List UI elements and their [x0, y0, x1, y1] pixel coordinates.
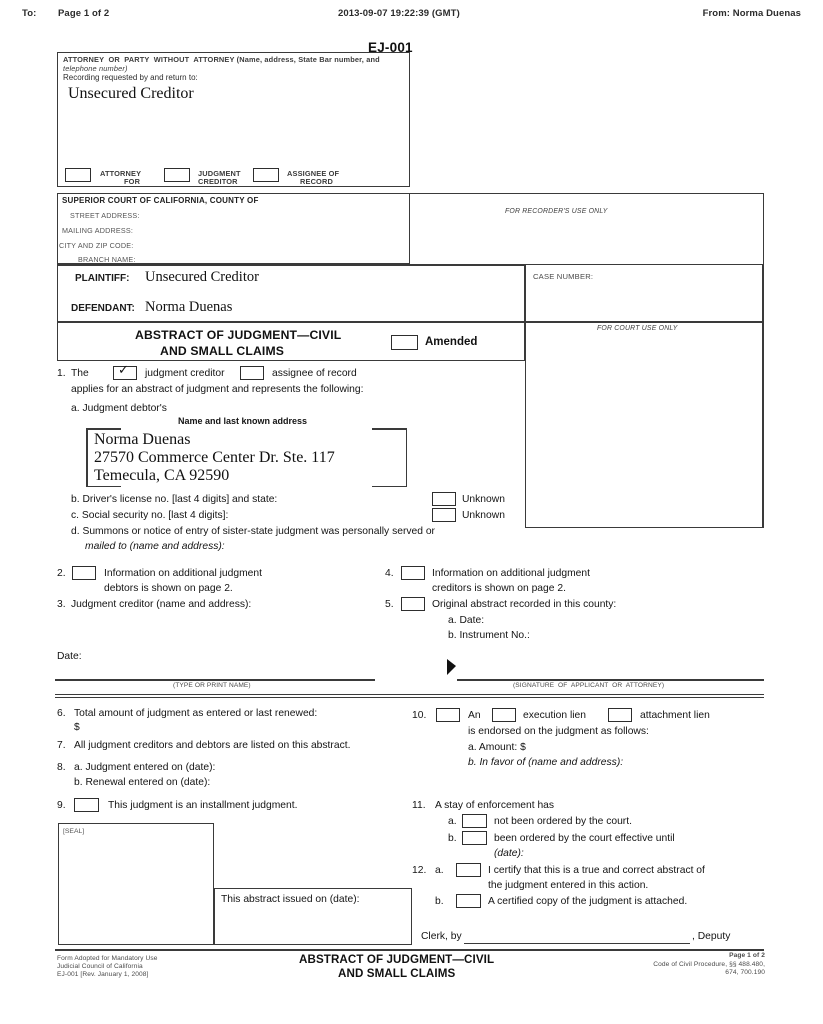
attorney-for-label-line1: ATTORNEY: [100, 169, 142, 178]
item1-sub-c: c. Social security no. [last 4 digits]:: [71, 510, 229, 521]
debtor-bracket-right: [406, 428, 408, 487]
item11-text: A stay of enforcement has: [435, 800, 555, 811]
item10-sub-b: b. In favor of (name and address):: [468, 757, 624, 768]
item11-sub-b-letter: b.: [448, 833, 457, 844]
plaintiff-value[interactable]: Unsecured Creditor: [145, 269, 259, 285]
assignee-of-record-label-line1: ASSIGNEE OF: [287, 169, 340, 178]
item11-sub-b-checkbox[interactable]: [462, 831, 487, 845]
clerk-signature-line: [464, 943, 690, 944]
item1-judgment-creditor-label: judgment creditor: [145, 368, 225, 379]
fax-header: [0, 8, 823, 22]
attorney-caption-line2: telephone number): [63, 63, 128, 73]
item1-sub-b: b. Driver's license no. [last 4 digits] and state:: [71, 494, 278, 505]
debtor-bracket-top-left: [86, 428, 121, 430]
type-print-name-line: [55, 679, 375, 681]
item1-sub-d-line1: d. Summons or notice of entry of sister-state judgment was personally served or: [71, 526, 435, 537]
footer-page-indicator: Page 1 of 2: [729, 952, 765, 959]
item10-execution-lien-checkbox[interactable]: [492, 708, 516, 722]
item12-sub-a-line1: I certify that this is a true and correct abstract of: [488, 865, 705, 876]
item12-sub-b-letter: b.: [435, 896, 444, 907]
item2-checkbox[interactable]: [72, 566, 96, 580]
item6-number: 6.: [57, 708, 66, 719]
signature-caption: (SIGNATURE OF APPLICANT OR ATTORNEY): [513, 682, 665, 689]
item1-number: 1.: [57, 368, 66, 379]
court-field-branch: BRANCH NAME:: [78, 255, 136, 264]
item4-checkbox[interactable]: [401, 566, 425, 580]
title-line1: ABSTRACT OF JUDGMENT—CIVIL: [135, 328, 342, 342]
attorney-name-value[interactable]: Unsecured Creditor: [68, 85, 194, 102]
item10-endorsed-line: is endorsed on the judgment as follows:: [468, 726, 649, 737]
signature-arrow-icon: [447, 659, 456, 675]
item11-sub-b-line2: (date):: [494, 848, 524, 859]
name-address-caption: Name and last known address: [178, 416, 308, 426]
item7-text: All judgment creditors and debtors are listed on this abstract.: [74, 740, 351, 751]
fax-timestamp: 2013-09-07 19:22:39 (GMT): [338, 8, 460, 19]
item7-number: 7.: [57, 740, 66, 751]
assignee-of-record-label-line2: RECORD: [300, 177, 333, 186]
attorney-for-label-line2: FOR: [124, 177, 141, 186]
item10-number: 10.: [412, 710, 427, 721]
footer-left-line1: Form Adopted for Mandatory Use: [57, 955, 158, 962]
item11-sub-a-checkbox[interactable]: [462, 814, 487, 828]
item1-judgment-creditor-checkbox[interactable]: [113, 363, 137, 380]
clerk-by-label: Clerk, by: [421, 931, 462, 942]
item10-attachment-lien-checkbox[interactable]: [608, 708, 632, 722]
debtor-name[interactable]: Norma Duenas: [94, 431, 191, 448]
debtor-bracket-bottom-right: [372, 486, 407, 488]
item1-drivers-license-unknown-label: Unknown: [462, 494, 505, 505]
item8-number: 8.: [57, 762, 66, 773]
defendant-label: DEFENDANT:: [71, 303, 135, 314]
item5-text: Original abstract recorded in this county:: [432, 599, 617, 610]
item1-drivers-license-unknown-checkbox[interactable]: [432, 492, 456, 506]
item12-sub-a-checkbox[interactable]: [456, 863, 481, 877]
footer-center-line1: ABSTRACT OF JUDGMENT—CIVIL: [299, 953, 495, 966]
deputy-label: , Deputy: [692, 931, 731, 942]
plaintiff-label: PLAINTIFF:: [75, 273, 130, 284]
item6-amount-symbol: $: [74, 722, 80, 733]
signature-line: [457, 679, 764, 681]
footer-center-line2: AND SMALL CLAIMS: [338, 967, 456, 980]
item1-the-label: The: [71, 368, 89, 379]
debtor-bracket-top-right: [372, 428, 407, 430]
item8-sub-b: b. Renewal entered on (date):: [74, 777, 211, 788]
item1-sub-d-line2: mailed to (name and address):: [85, 541, 225, 552]
recorder-use-label: FOR RECORDER'S USE ONLY: [505, 208, 608, 215]
checkmark-icon: ✓: [118, 363, 129, 378]
item8-sub-a: a. Judgment entered on (date):: [74, 762, 216, 773]
recording-requested-label: Recording requested by and return to:: [63, 73, 198, 82]
item9-number: 9.: [57, 800, 66, 811]
item10-execution-lien-label: execution lien: [523, 710, 586, 721]
amended-checkbox[interactable]: [391, 335, 418, 350]
court-field-street: STREET ADDRESS:: [70, 211, 140, 220]
footer-left-line2: Judicial Council of California: [57, 963, 143, 970]
item11-sub-a-text: not been ordered by the court.: [494, 816, 632, 827]
court-use-box: [525, 322, 763, 528]
item4-number: 4.: [385, 568, 394, 579]
item3-text: Judgment creditor (name and address):: [71, 599, 252, 610]
item2-line2: debtors is shown on page 2.: [104, 583, 233, 594]
debtor-street[interactable]: 27570 Commerce Center Dr. Ste. 117: [94, 449, 335, 466]
court-field-city-zip: CITY AND ZIP CODE:: [59, 241, 134, 250]
case-number-label: CASE NUMBER:: [533, 272, 594, 281]
item2-line1: Information on additional judgment: [104, 568, 262, 579]
item12-number: 12.: [412, 865, 427, 876]
item1-assignee-checkbox[interactable]: [240, 366, 264, 380]
item11-sub-a-letter: a.: [448, 816, 457, 827]
item11-sub-b-line1: been ordered by the court effective until: [494, 833, 675, 844]
court-use-label: FOR COURT USE ONLY: [597, 325, 678, 332]
footer-left-line3: EJ-001 [Rev. January 1, 2008]: [57, 971, 149, 978]
item9-text: This judgment is an installment judgment.: [108, 800, 298, 811]
attorney-caption-line1: ATTORNEY OR PARTY WITHOUT ATTORNEY (Name, address, State Bar number, and: [63, 55, 380, 64]
item5-checkbox[interactable]: [401, 597, 425, 611]
item5-sub-a: a. Date:: [448, 615, 485, 626]
item4-line2: creditors is shown on page 2.: [432, 583, 566, 594]
item11-number: 11.: [412, 800, 426, 811]
item12-sub-b-text: A certified copy of the judgment is attached.: [488, 896, 688, 907]
item12-sub-a-letter: a.: [435, 865, 444, 876]
debtor-city-state-zip[interactable]: Temecula, CA 92590: [94, 467, 230, 484]
footer-code-line2: 674, 700.190: [725, 969, 765, 976]
type-print-name-caption: (TYPE OR PRINT NAME): [173, 682, 251, 689]
item4-line1: Information on additional judgment: [432, 568, 590, 579]
item1-ssn-unknown-label: Unknown: [462, 510, 505, 521]
item1-applies-line: applies for an abstract of judgment and represents the following:: [71, 384, 364, 395]
court-field-mailing: MAILING ADDRESS:: [62, 226, 134, 235]
judgment-creditor-role-checkbox[interactable]: [164, 168, 190, 182]
item2-number: 2.: [57, 568, 66, 579]
fax-to-label: To:: [22, 8, 37, 19]
item1-assignee-label: assignee of record: [272, 368, 357, 379]
item3-number: 3.: [57, 599, 66, 610]
item10-checkbox[interactable]: [436, 708, 460, 722]
item10-attachment-lien-label: attachment lien: [640, 710, 710, 721]
fax-page-indicator: Page 1 of 2: [58, 8, 110, 19]
judgment-creditor-role-label-line1: JUDGMENT: [198, 169, 241, 178]
debtor-bracket-bottom-left: [86, 486, 121, 488]
court-title: SUPERIOR COURT OF CALIFORNIA, COUNTY OF: [62, 196, 259, 205]
defendant-value[interactable]: Norma Duenas: [145, 299, 233, 315]
form-code: EJ-001: [368, 40, 413, 55]
seal-label: [SEAL]: [63, 828, 85, 835]
section-divider: [55, 694, 764, 698]
item12-sub-b-checkbox[interactable]: [456, 894, 481, 908]
footer-divider: [55, 949, 764, 951]
abstract-issued-text: This abstract issued on (date):: [221, 894, 360, 905]
item5-sub-b: b. Instrument No.:: [448, 630, 530, 641]
item12-sub-a-line2: the judgment entered in this action.: [488, 880, 649, 891]
item1-sub-a: a. Judgment debtor's: [71, 403, 167, 414]
item10-an-label: An: [468, 710, 481, 721]
item6-text: Total amount of judgment as entered or last renewed:: [74, 708, 318, 719]
debtor-bracket-left: [86, 428, 88, 487]
assignee-of-record-role-checkbox[interactable]: [253, 168, 279, 182]
date-label: Date:: [57, 651, 82, 662]
attorney-for-checkbox[interactable]: [65, 168, 91, 182]
judgment-creditor-role-label-line2: CREDITOR: [198, 177, 238, 186]
item10-sub-a: a. Amount: $: [468, 742, 526, 753]
fax-from: From: Norma Duenas: [702, 8, 801, 19]
amended-label: Amended: [425, 336, 478, 348]
footer-code-line1: Code of Civil Procedure, §§ 488.480,: [653, 961, 765, 968]
title-line2: AND SMALL CLAIMS: [160, 344, 285, 358]
item1-ssn-unknown-checkbox[interactable]: [432, 508, 456, 522]
item5-number: 5.: [385, 599, 394, 610]
item9-checkbox[interactable]: [74, 798, 99, 812]
seal-box: [58, 823, 214, 945]
